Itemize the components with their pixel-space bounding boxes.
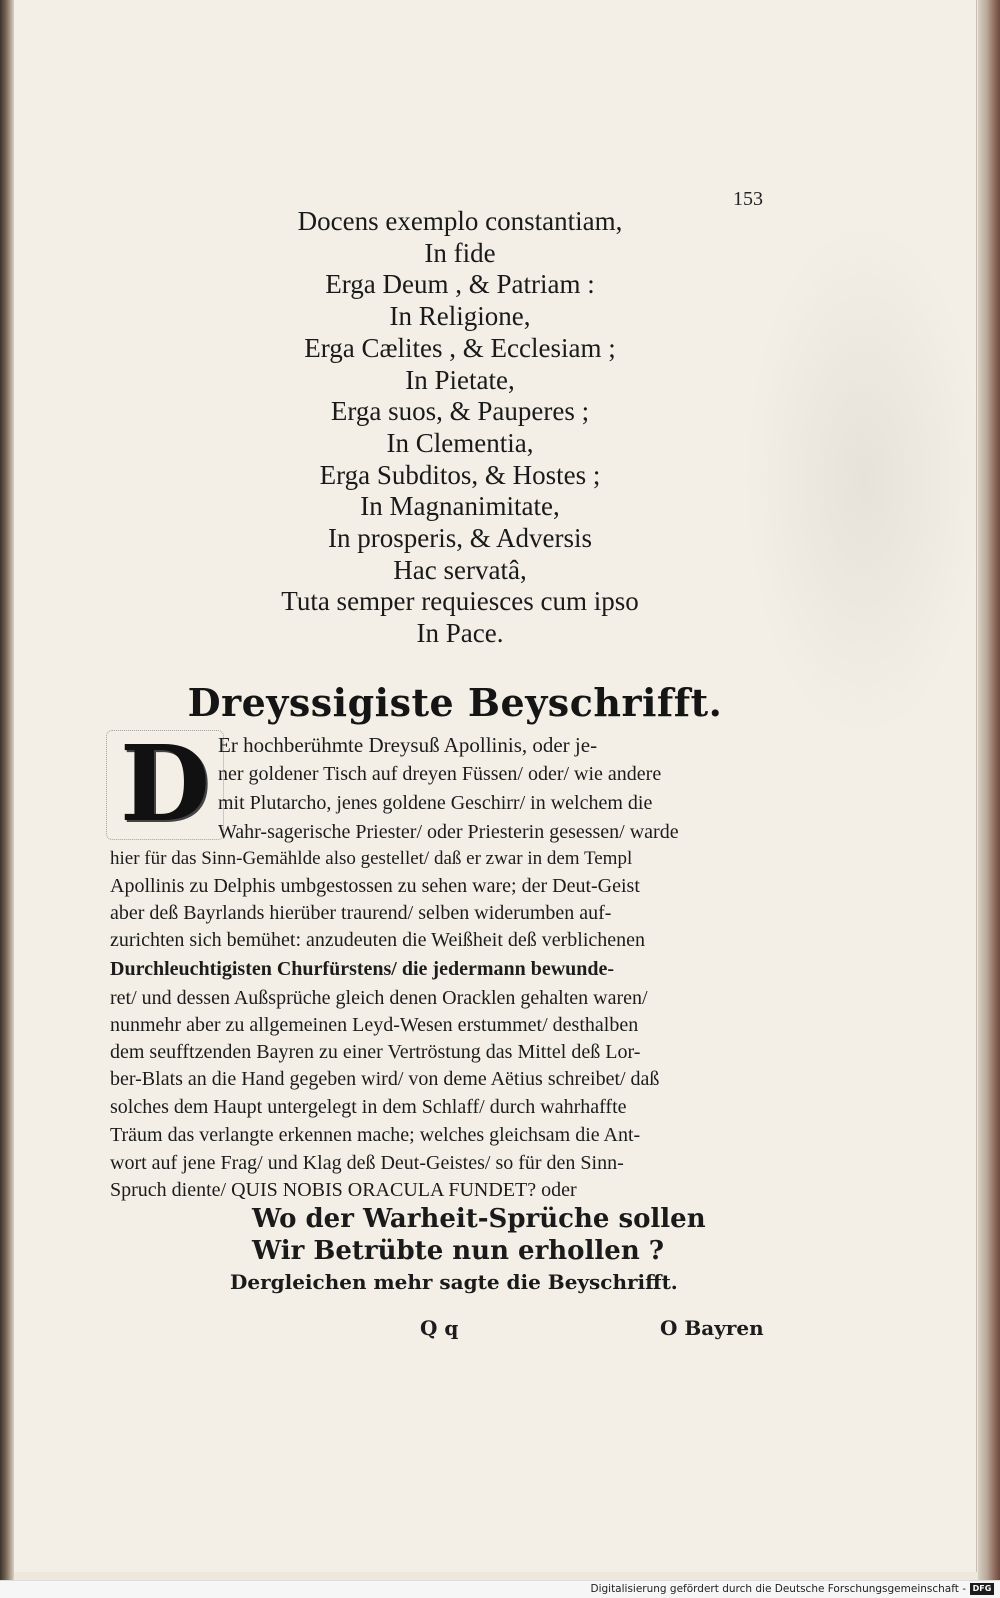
drop-cap: D xyxy=(119,722,211,845)
inscription-line: In Religione, xyxy=(389,301,531,332)
body-line: hier für das Sinn-Gemählde also gestellet/ daß er zwar in dem Templ xyxy=(110,848,633,869)
inscription-line: In Pace. xyxy=(416,618,504,649)
body-line: Wahr-sagerische Priester/ oder Priesterin gesessen/ warde xyxy=(218,821,679,843)
book-fore-edge xyxy=(978,0,1000,1580)
body-line: mit Plutarcho, jenes goldene Geschirr/ in welchem die xyxy=(218,792,653,814)
body-line: ber-Blats an die Hand gegeben wird/ von deme Aëtius schreibet/ daß xyxy=(110,1068,660,1090)
inscription-line: Erga Cælites , & Ecclesiam ; xyxy=(304,332,616,363)
inscription-line: In prosperis, & Adversis xyxy=(328,523,592,554)
body-line: ner goldener Tisch auf dreyen Füssen/ oder/ wie andere xyxy=(218,763,662,785)
inscription-line: Erga suos, & Pauperes ; xyxy=(330,396,590,427)
inscription-line: In Magnanimitate, xyxy=(360,491,560,522)
body-line: Apollinis zu Delphis umbgestossen zu sehen ware; der Deut-Geist xyxy=(110,875,640,897)
body-line: aber deß Bayrlands hierüber traurend/ selben widerumben auf- xyxy=(110,902,612,924)
body-line: nunmehr aber zu allgemeinen Leyd-Wesen erstummet/ desthalben xyxy=(110,1014,639,1036)
inscription-line: Docens exemplo constantiam, xyxy=(297,206,623,236)
page-number: 153 xyxy=(733,188,763,210)
body-line: wort auf jene Frag/ und Klag deß Deut-Geistes/ so für den Sinn- xyxy=(110,1152,624,1174)
body-line: zurichten sich bemühet: anzudeuten die Weißheit deß verblichenen xyxy=(110,929,646,951)
body-line: Durchleuchtigisten Churfürstens/ die jedermann bewunde- xyxy=(110,958,615,980)
signature-mark: Q q xyxy=(420,1316,459,1340)
closing-line: Dergleichen mehr sagte die Beyschrifft. xyxy=(230,1270,678,1294)
inscription-line: Erga Subditos, & Hostes ; xyxy=(319,459,601,490)
section-heading: Dreyssigiste Beyschrifft. xyxy=(187,680,723,725)
inscription-line: In Pietate, xyxy=(405,364,515,395)
inscription-line: In Clementia, xyxy=(386,427,534,458)
inscription-line: Tuta semper requiesces cum ipso xyxy=(281,586,639,617)
dfg-logo-icon: DFG xyxy=(970,1583,994,1595)
body-line: Er hochberühmte Dreysuß Apollinis, oder je- xyxy=(218,733,598,757)
body-line: ret/ und dessen Außsprüche gleich denen Oracklen gehalten waren/ xyxy=(110,987,648,1009)
body-line: Träum das verlangte erkennen mache; welches gleichsam die Ant- xyxy=(110,1124,641,1146)
body-line: solches dem Haupt untergelegt in dem Schlaff/ durch wahrhaffte xyxy=(110,1096,627,1118)
body-line: Spruch diente/ QUIS NOBIS ORACULA FUNDET? oder xyxy=(110,1179,577,1201)
inscription-line: Erga Deum , & Patriam : xyxy=(325,269,595,300)
verse-line: Wir Betrübte nun erhollen ? xyxy=(252,1236,665,1266)
body-line: dem seufftzenden Bayren zu einer Vertröstung das Mittel deß Lor- xyxy=(110,1041,641,1063)
latin-inscription xyxy=(200,206,720,650)
catchword: O Bayren xyxy=(660,1316,764,1340)
inscription-line: In fide xyxy=(424,237,496,268)
inscription-line: Hac servatâ, xyxy=(393,554,527,585)
book-gutter-edge xyxy=(0,0,14,1580)
ink-bleed-through xyxy=(744,220,984,740)
footer-credit: Digitalisierung gefördert durch die Deutsche Forschungsgemeinschaft - xyxy=(590,1583,966,1595)
verse-line: Wo der Warheit-Sprüche sollen xyxy=(252,1204,706,1234)
footer-bar xyxy=(0,1580,1000,1598)
